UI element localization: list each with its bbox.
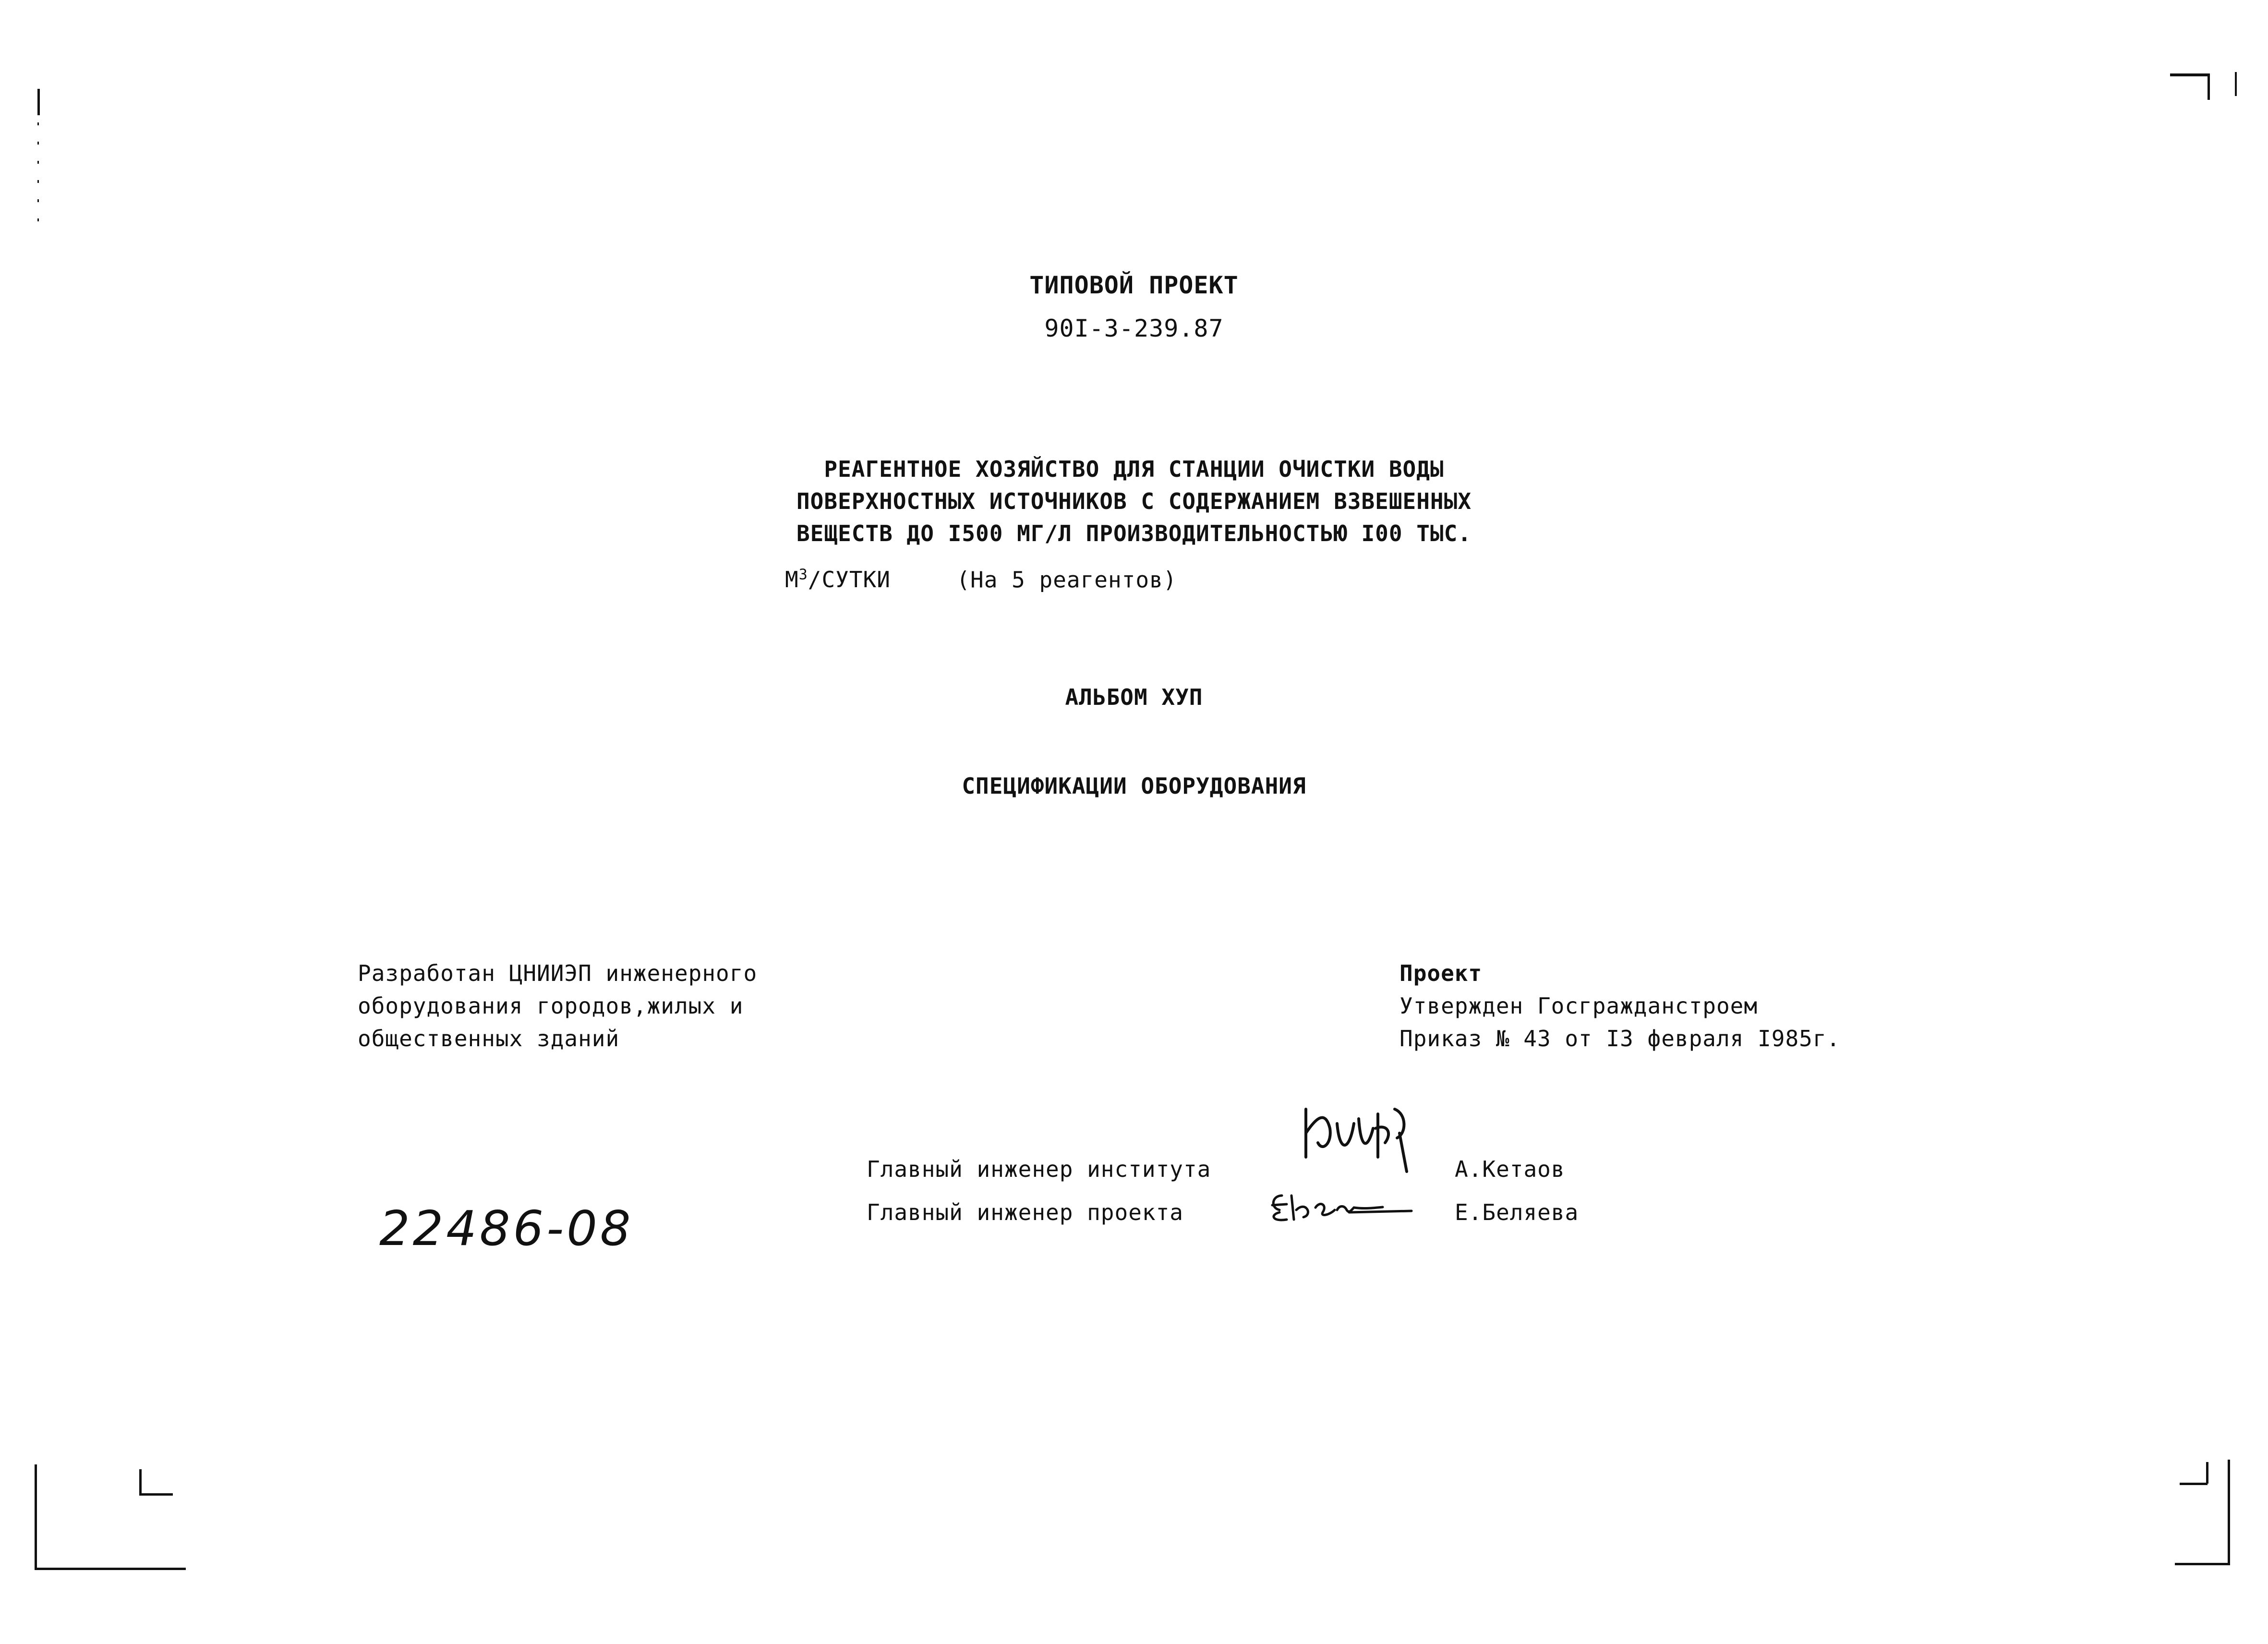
developer-line-1: Разработан ЦНИИЭП инженерного	[358, 960, 758, 986]
crop-mark-bottom-left-v	[35, 1464, 37, 1570]
crop-mark-top-right-tick	[2208, 73, 2210, 100]
project-type-label: ТИПОВОЙ ПРОЕКТ	[1029, 271, 1239, 299]
crop-mark-bottom-left-small-h	[139, 1493, 173, 1496]
crop-mark-top-left-dots	[37, 122, 39, 238]
crop-mark-bottom-right-v	[2228, 1460, 2230, 1565]
title-line-2: ПОВЕРХНОСТНЫХ ИСТОЧНИКОВ С СОДЕРЖАНИЕМ ВЗВЕШЕННЫХ	[796, 488, 1472, 514]
approval-line-1: Проект	[1399, 960, 1483, 986]
title-unit-rest: /СУТКИ	[808, 567, 891, 593]
project-number: 90I-3-239.87	[1044, 314, 1224, 342]
title-line-3: ВЕЩЕСТВ ДО I500 МГ/Л ПРОИЗВОДИТЕЛЬНОСТЬЮ I00 ТЫС.	[796, 520, 1472, 546]
handwritten-signature-1	[1296, 1090, 1421, 1176]
crop-mark-top-right-edge	[2235, 72, 2237, 96]
title-line-1: РЕАГЕНТНОЕ ХОЗЯЙСТВО ДЛЯ СТАНЦИИ ОЧИСТКИ ВОДЫ	[824, 456, 1444, 482]
crop-mark-bottom-right-small-h	[2180, 1483, 2208, 1485]
crop-mark-bottom-left-small-v	[139, 1469, 142, 1496]
developer-line-2: оборудования городов,жилых и	[358, 993, 744, 1019]
album-label: АЛЬБОМ ХУП	[1065, 684, 1203, 710]
handwritten-signature-2	[1267, 1186, 1416, 1224]
signature-name-1: А.Кетаов	[1455, 1156, 1565, 1182]
title-unit-sup: 3	[798, 567, 808, 583]
signature-name-2: Е.Беляева	[1455, 1199, 1579, 1225]
crop-mark-bottom-left-h	[35, 1568, 186, 1570]
crop-mark-bottom-right-small-v	[2206, 1462, 2208, 1484]
title-line-4	[785, 567, 1177, 592]
approval-line-2: Утвержден Госгражданстроем	[1399, 993, 1758, 1019]
approval-line-3: Приказ № 43 от I3 февраля I985г.	[1399, 1026, 1841, 1052]
inventory-number: 22486-08	[379, 1200, 634, 1257]
signature-role-2: Главный инженер проекта	[867, 1199, 1183, 1225]
crop-mark-bottom-right-h	[2175, 1563, 2230, 1565]
crop-mark-top-left	[37, 89, 40, 115]
title-note: (На 5 реагентов)	[956, 567, 1177, 593]
developer-line-3: общественных зданий	[358, 1026, 620, 1052]
title-unit	[785, 567, 891, 592]
crop-mark-top-right	[2170, 73, 2208, 76]
title-unit-base: М	[785, 567, 799, 593]
signature-role-1: Главный инженер института	[867, 1156, 1211, 1182]
album-subject: СПЕЦИФИКАЦИИ ОБОРУДОВАНИЯ	[962, 773, 1306, 799]
